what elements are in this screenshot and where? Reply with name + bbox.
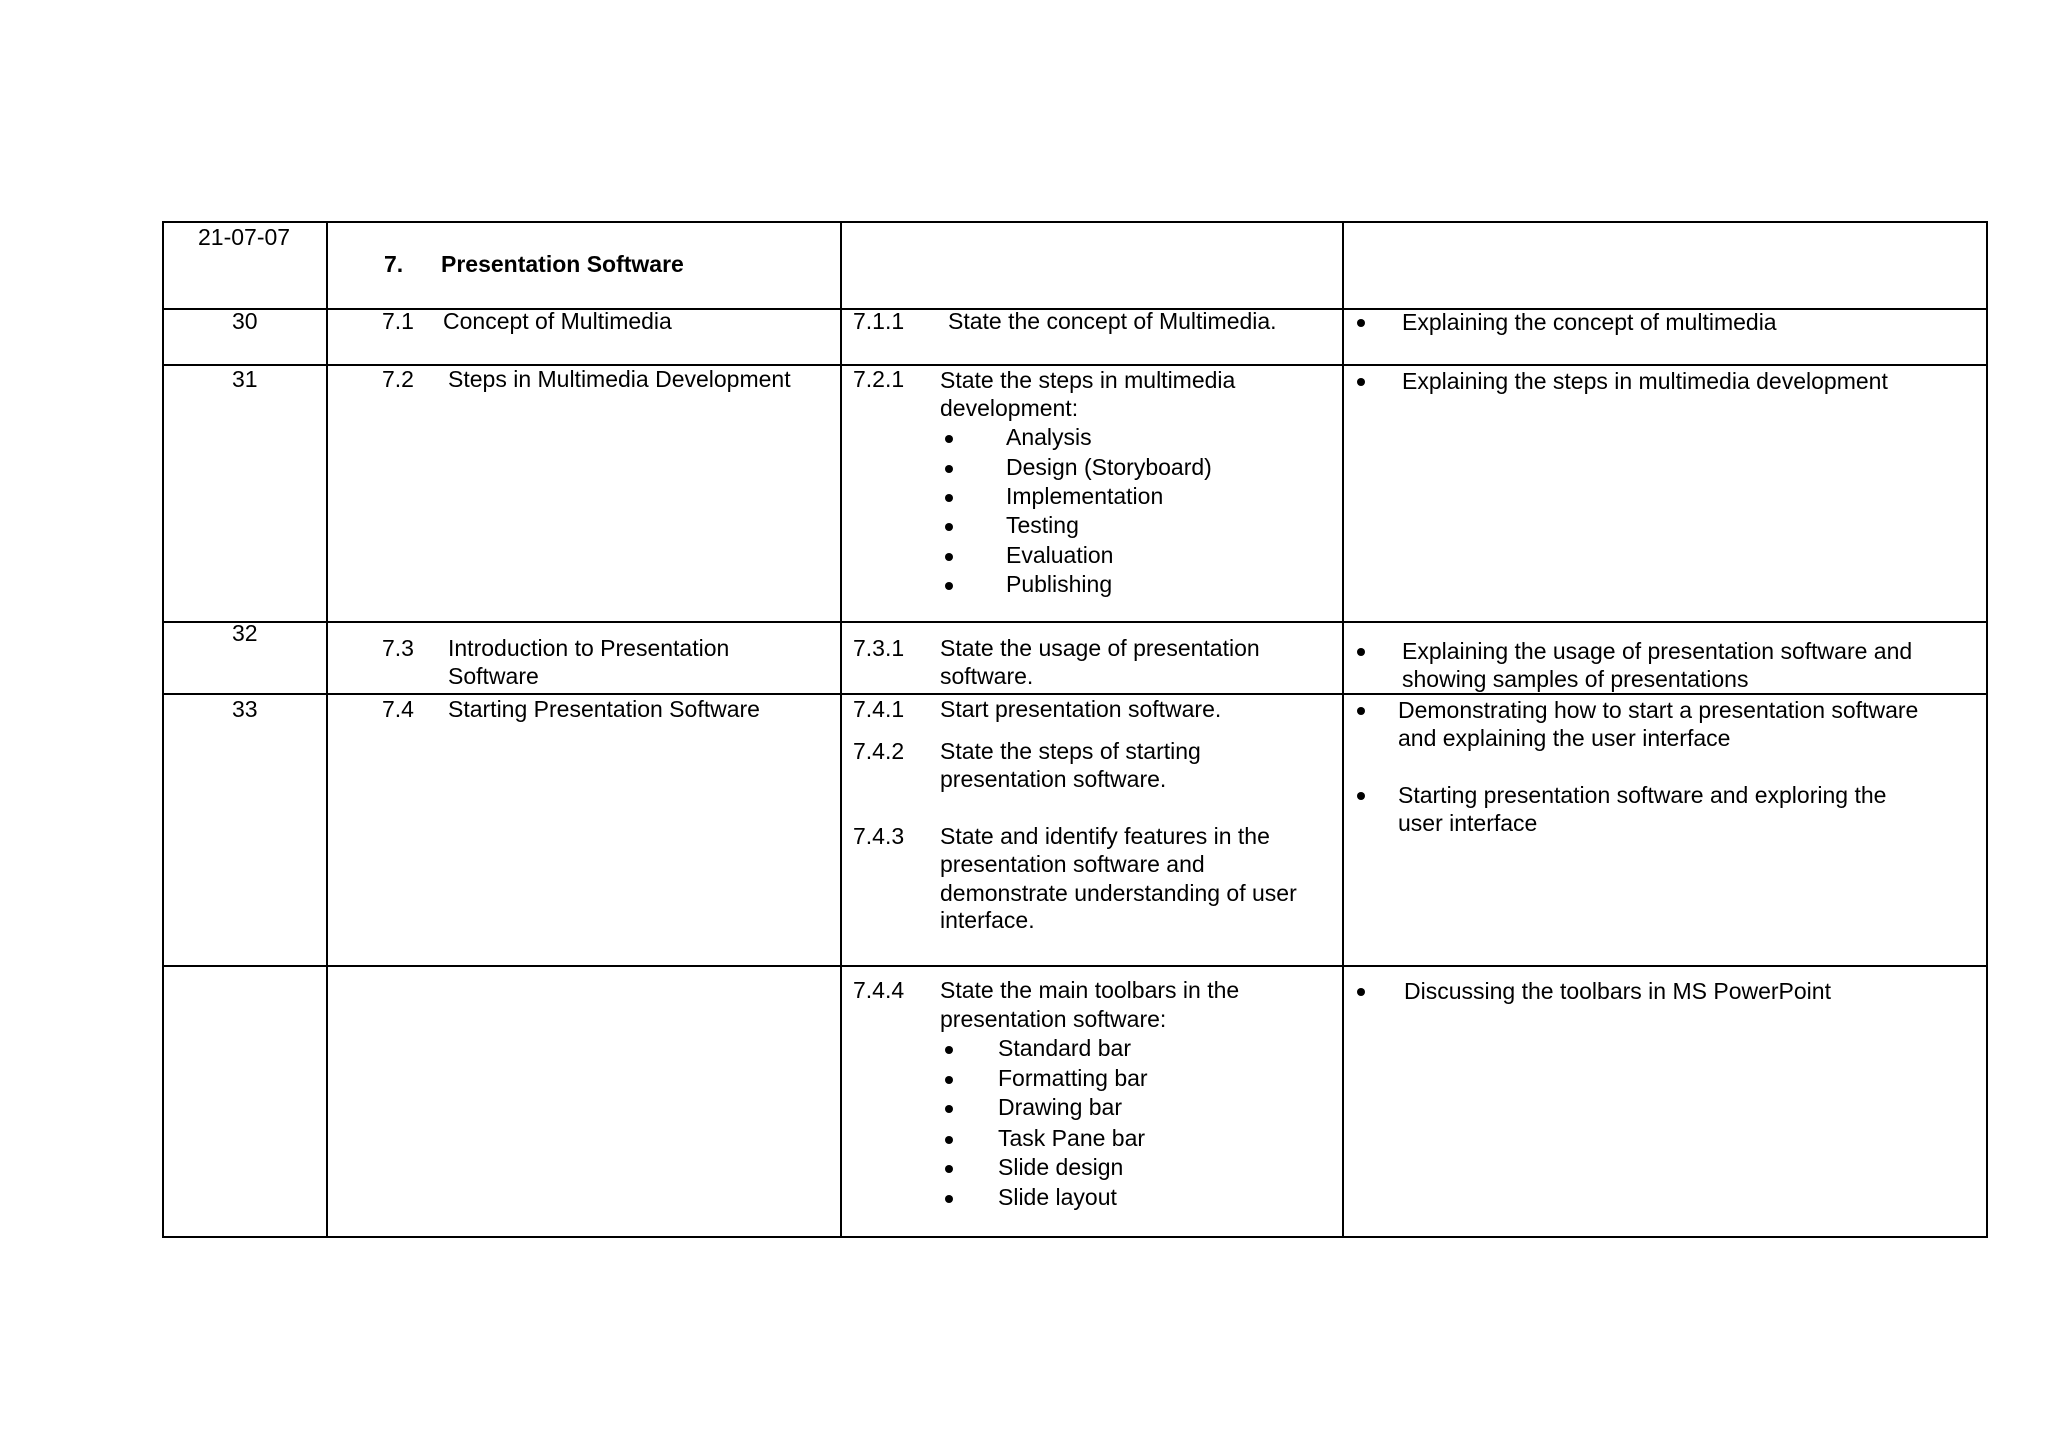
outcome-list-item: Standard bar — [998, 1035, 1131, 1061]
outcome-number: 7.4.2 — [853, 738, 905, 764]
outcome-text: interface. — [940, 907, 1035, 933]
bullet-icon — [945, 523, 953, 531]
topic-title: Steps in Multimedia Development — [448, 366, 791, 392]
bullet-icon — [945, 1076, 953, 1084]
week-cell: 30 — [232, 308, 258, 334]
week-cell: 32 — [232, 620, 258, 646]
activity-text: user interface — [1398, 810, 1538, 836]
bullet-icon — [945, 435, 953, 443]
outcome-list-item: Task Pane bar — [998, 1125, 1146, 1151]
outcome-list-item: Evaluation — [1006, 542, 1114, 568]
outcome-text: State the main toolbars in the — [940, 977, 1240, 1003]
activity-text: Discussing the toolbars in MS PowerPoint — [1404, 978, 1831, 1004]
bullet-icon — [1357, 707, 1365, 715]
topic-number: 7.3 — [382, 635, 414, 661]
activity-text: showing samples of presentations — [1402, 666, 1749, 692]
table-border-top — [162, 221, 1988, 223]
bullet-icon — [1357, 648, 1365, 656]
outcome-text: presentation software and — [940, 851, 1205, 877]
outcome-text: State the concept of Multimedia. — [948, 308, 1277, 334]
outcome-list-item: Design (Storyboard) — [1006, 454, 1212, 480]
topic-number: 7. — [384, 251, 404, 277]
activity-text: and explaining the user interface — [1398, 725, 1731, 751]
outcome-number: 7.3.1 — [853, 635, 905, 661]
row-divider — [162, 621, 1988, 623]
outcome-text: development: — [940, 395, 1079, 421]
table-border-bottom — [162, 1236, 1988, 1238]
bullet-icon — [945, 494, 953, 502]
topic-number: 7.1 — [382, 308, 414, 334]
table-border-right — [1986, 221, 1988, 1238]
activity-text: Explaining the concept of multimedia — [1402, 309, 1777, 335]
outcome-text: State and identify features in the — [940, 823, 1270, 849]
bullet-icon — [945, 1136, 953, 1144]
outcome-list-item: Analysis — [1006, 424, 1092, 450]
column-divider — [1342, 221, 1344, 1238]
week-cell: 33 — [232, 696, 258, 722]
activity-text: Starting presentation software and exploring the — [1398, 782, 1887, 808]
outcome-number: 7.2.1 — [853, 366, 905, 392]
topic-number: 7.2 — [382, 366, 414, 392]
outcome-list-item: Drawing bar — [998, 1094, 1122, 1120]
bullet-icon — [945, 1165, 953, 1173]
outcome-list-item: Formatting bar — [998, 1065, 1148, 1091]
column-divider — [840, 221, 842, 1238]
week-cell: 21-07-07 — [198, 224, 291, 250]
bullet-icon — [945, 553, 953, 561]
outcome-number: 7.1.1 — [853, 308, 905, 334]
outcome-text: State the usage of presentation — [940, 635, 1260, 661]
week-cell: 31 — [232, 366, 258, 392]
table-border-left — [162, 221, 164, 1238]
outcome-list-item: Testing — [1006, 512, 1079, 538]
topic-title: Software — [448, 663, 539, 689]
topic-title: Introduction to Presentation — [448, 635, 730, 661]
activity-text: Explaining the usage of presentation software and — [1402, 638, 1913, 664]
topic-title: Starting Presentation Software — [448, 696, 760, 722]
activity-text: Demonstrating how to start a presentation software — [1398, 697, 1919, 723]
outcome-list-item: Slide design — [998, 1154, 1124, 1180]
bullet-icon — [945, 582, 953, 590]
column-divider — [326, 221, 328, 1238]
outcome-list-item: Publishing — [1006, 571, 1113, 597]
bullet-icon — [1357, 792, 1365, 800]
outcome-number: 7.4.3 — [853, 823, 905, 849]
bullet-icon — [945, 1105, 953, 1113]
outcome-number: 7.4.1 — [853, 696, 905, 722]
outcome-number: 7.4.4 — [853, 977, 905, 1003]
topic-title: Presentation Software — [441, 251, 684, 277]
outcome-text: presentation software. — [940, 766, 1167, 792]
row-divider — [162, 965, 1988, 967]
bullet-icon — [945, 465, 953, 473]
outcome-text: software. — [940, 663, 1034, 689]
outcome-text: demonstrate understanding of user — [940, 880, 1297, 906]
topic-number: 7.4 — [382, 696, 414, 722]
bullet-icon — [1357, 988, 1365, 996]
outcome-list-item: Slide layout — [998, 1184, 1117, 1210]
topic-title: Concept of Multimedia — [443, 308, 672, 334]
outcome-text: State the steps of starting — [940, 738, 1201, 764]
outcome-text: Start presentation software. — [940, 696, 1222, 722]
outcome-text: State the steps in multimedia — [940, 367, 1236, 393]
activity-text: Explaining the steps in multimedia development — [1402, 368, 1888, 394]
bullet-icon — [945, 1046, 953, 1054]
bullet-icon — [1357, 378, 1365, 386]
outcome-list-item: Implementation — [1006, 483, 1164, 509]
outcome-text: presentation software: — [940, 1006, 1167, 1032]
bullet-icon — [945, 1195, 953, 1203]
bullet-icon — [1357, 319, 1365, 327]
